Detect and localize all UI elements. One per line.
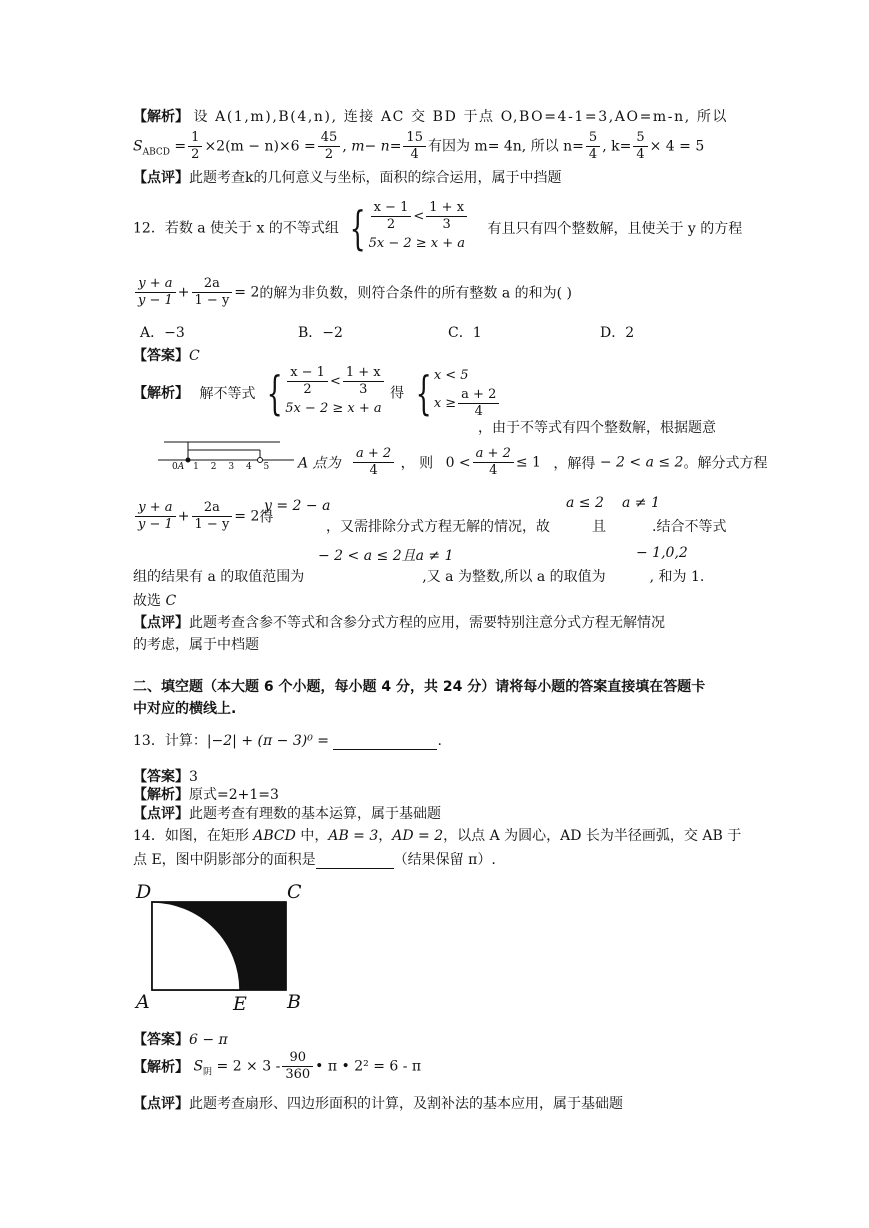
- q12-option-b: B．−2: [298, 325, 343, 341]
- range-2: − 2 < a ≤ 2且a ≠ 1: [318, 548, 454, 564]
- vertex-label-d: D: [136, 881, 152, 903]
- answer-value: C: [189, 348, 200, 364]
- q13-stem: 13．计算：|−2| + (π − 3)⁰ = .: [133, 733, 442, 749]
- answer-blank: [333, 733, 437, 750]
- q12-stem-end: 的解为非负数，则符合条件的所有整数 a 的和为( ): [259, 285, 573, 302]
- q12-option-c: C．1: [448, 325, 482, 341]
- q12-stem-middle: 有且只有四个整数解，且使关于 y 的方程: [487, 220, 743, 237]
- brace-icon: {: [266, 365, 283, 420]
- q12-analysis-line1: 【解析】 解不等式 { $\frac{x - 1}{2}$ < $\frac{1 + x}{3}$ 5x − 2 ≥ x + a 得 { x < 5 x ≥ $\frac{a + 2}{4}$: [133, 365, 501, 420]
- y-solution: y = 2 − a: [264, 498, 331, 514]
- section-heading-line2: 中对应的横线上.: [133, 701, 237, 717]
- inequality-system: $\frac{x - 1}{2}$ < $\frac{1 + x}{3}$ 5x − 2 ≥ x + a: [368, 200, 466, 251]
- k-label: , k=: [602, 138, 632, 155]
- q12-stem-start: 12．若数 a 使关于 x 的不等式组: [133, 220, 339, 237]
- fraction-result-4: $\frac{5}{4}$: [633, 130, 647, 163]
- q12-choose: 故选 C: [133, 593, 177, 609]
- condition-1: a ≤ 2: [566, 495, 604, 511]
- analysis-text: 设 A(1,m),B(4,n), 连接 AC 交 BD 于点 O,BO=4-1=3,AO=m-n, 所以: [193, 109, 729, 125]
- area-expression: ×2(m − n)×6 =: [204, 138, 316, 155]
- area-symbol: S: [133, 138, 143, 155]
- area-subscript: ABCD: [142, 147, 170, 158]
- q14-analysis: 【解析】 $S_阴 = 2 \times 3$ - $\frac{90}{360}$ • π • 2² = 6 - π: [133, 1050, 422, 1082]
- q13-comment: 【点评】此题考查有理数的基本运算，属于基础题: [133, 806, 441, 822]
- fraction-half: $\frac{1}{2}$: [188, 130, 202, 163]
- rectangle-figure: [150, 900, 290, 992]
- inequality-system-copy: $\frac{x - 1}{2}$ < $\frac{1 + x}{3}$ 5x − 2 ≥ x + a: [285, 365, 382, 416]
- exclude-text: ，又需排除分式方程无解的情况，故: [326, 519, 550, 535]
- fraction-result-2: $\frac{15}{4}$: [403, 130, 426, 163]
- k-result: × 4 = 5: [649, 138, 705, 155]
- q14-stem-line1: 14．如图，在矩形 ABCD 中，AB = 3，AD = 2，以点 A 为圆心，AD 长为半径画弧，交 AB 于: [133, 828, 742, 844]
- fraction-result-1: $\frac{45}{2}$: [318, 130, 341, 163]
- brace-icon: {: [415, 365, 432, 420]
- m-minus-n: m− n=: [351, 138, 402, 155]
- condition-2: a ≠ 1: [622, 495, 660, 511]
- q12-analysis-line2: A 点为 $\frac{a + 2}{4}$ ， 则 0 < $\frac{a + 2}{4}$ ≤ 1 ，解得 − 2 < a ≤ 2。解分式方程: [298, 446, 768, 478]
- analysis-continue: ，由于不等式有四个整数解，根据题意: [478, 420, 716, 436]
- and-text: 且: [592, 519, 606, 535]
- q12-comment-line1: 【点评】此题考查含参不等式和含参分式方程的应用，需要特别注意分式方程无解情况: [133, 615, 665, 631]
- analysis-label: 【解析】: [133, 385, 189, 402]
- q12-stem-line2: $\frac{y + a}{y - 1}$ + $\frac{2a}{1 - y}$ = 2的解为非负数，则符合条件的所有整数 a 的和为( ): [133, 276, 572, 309]
- fraction-result-3: $\frac{5}{4}$: [586, 130, 600, 163]
- solution-system: x < 5 x ≥ $\frac{a + 2}{4}$: [434, 365, 502, 420]
- comment-text: 此题考查k的几何意义与坐标，面积的综合运用，属于中挡题: [189, 170, 562, 186]
- combine-text: .结合不等式: [652, 519, 727, 535]
- integer-values: − 1,0,2: [636, 545, 688, 561]
- q13-answer: 【答案】3: [133, 769, 198, 785]
- q12-stem-line1: [133, 200, 742, 255]
- q12-analysis-line4: 组的结果有 a 的取值范围为 ,又 a 为整数,所以 a 的取值为 , 和为 1.: [133, 569, 705, 585]
- q14-stem-line2: 点 E，图中阴影部分的面积是 （结果保留 π）.: [133, 852, 496, 868]
- vertex-label-b: B: [287, 991, 301, 1013]
- q12-option-a: A．−3: [140, 325, 185, 341]
- section-heading-line1: 二、填空题（本大题 6 个小题，每小题 4 分，共 24 分）请将每小题的答案直接填在答题卡: [133, 679, 706, 695]
- q11-comment: [133, 167, 561, 187]
- numline-tick-labels: 0A 1 2 3 4 5: [172, 462, 270, 472]
- comment-label: 【点评】: [133, 170, 189, 186]
- q14-answer: 【答案】6 − π: [133, 1032, 228, 1048]
- q12-answer: [133, 345, 200, 365]
- vertex-label-c: C: [287, 881, 302, 903]
- q12-comment-line2: 的考虑，属于中档题: [133, 637, 259, 653]
- answer-label: 【答案】: [133, 348, 189, 364]
- comment-label: 【点评】: [133, 615, 189, 631]
- q12-option-d: D．2: [600, 325, 635, 341]
- q11-area-formula: $S_{ABCD}$ = $\frac{1}{2}$ ×2(m − n)×6 = $\frac{45}{2}$ , m− n= $\frac{15}{4}$ 有因为 m= 4n, 所以 n= $\frac{5}{4}$ , k= $\frac{5}{4}$ × 4 = 5: [133, 130, 705, 162]
- q13-analysis: 【解析】原式=2+1=3: [133, 787, 279, 803]
- q11-analysis-line: [133, 106, 728, 126]
- answer-blank: [316, 852, 394, 869]
- brace-icon: {: [349, 200, 367, 255]
- analysis-label: 【解析】: [133, 109, 189, 125]
- q12-analysis-line3: $\frac{y + a}{y - 1}$ + $\frac{2a}{1 - y}$ = 2得: [133, 500, 273, 533]
- vertex-label-e: E: [233, 993, 247, 1015]
- middle-text: 有因为 m= 4n, 所以 n=: [427, 138, 584, 155]
- q14-comment: 【点评】此题考查扇形、四边形面积的计算，及割补法的基本应用，属于基础题: [133, 1096, 623, 1112]
- vertex-label-a: A: [136, 991, 150, 1013]
